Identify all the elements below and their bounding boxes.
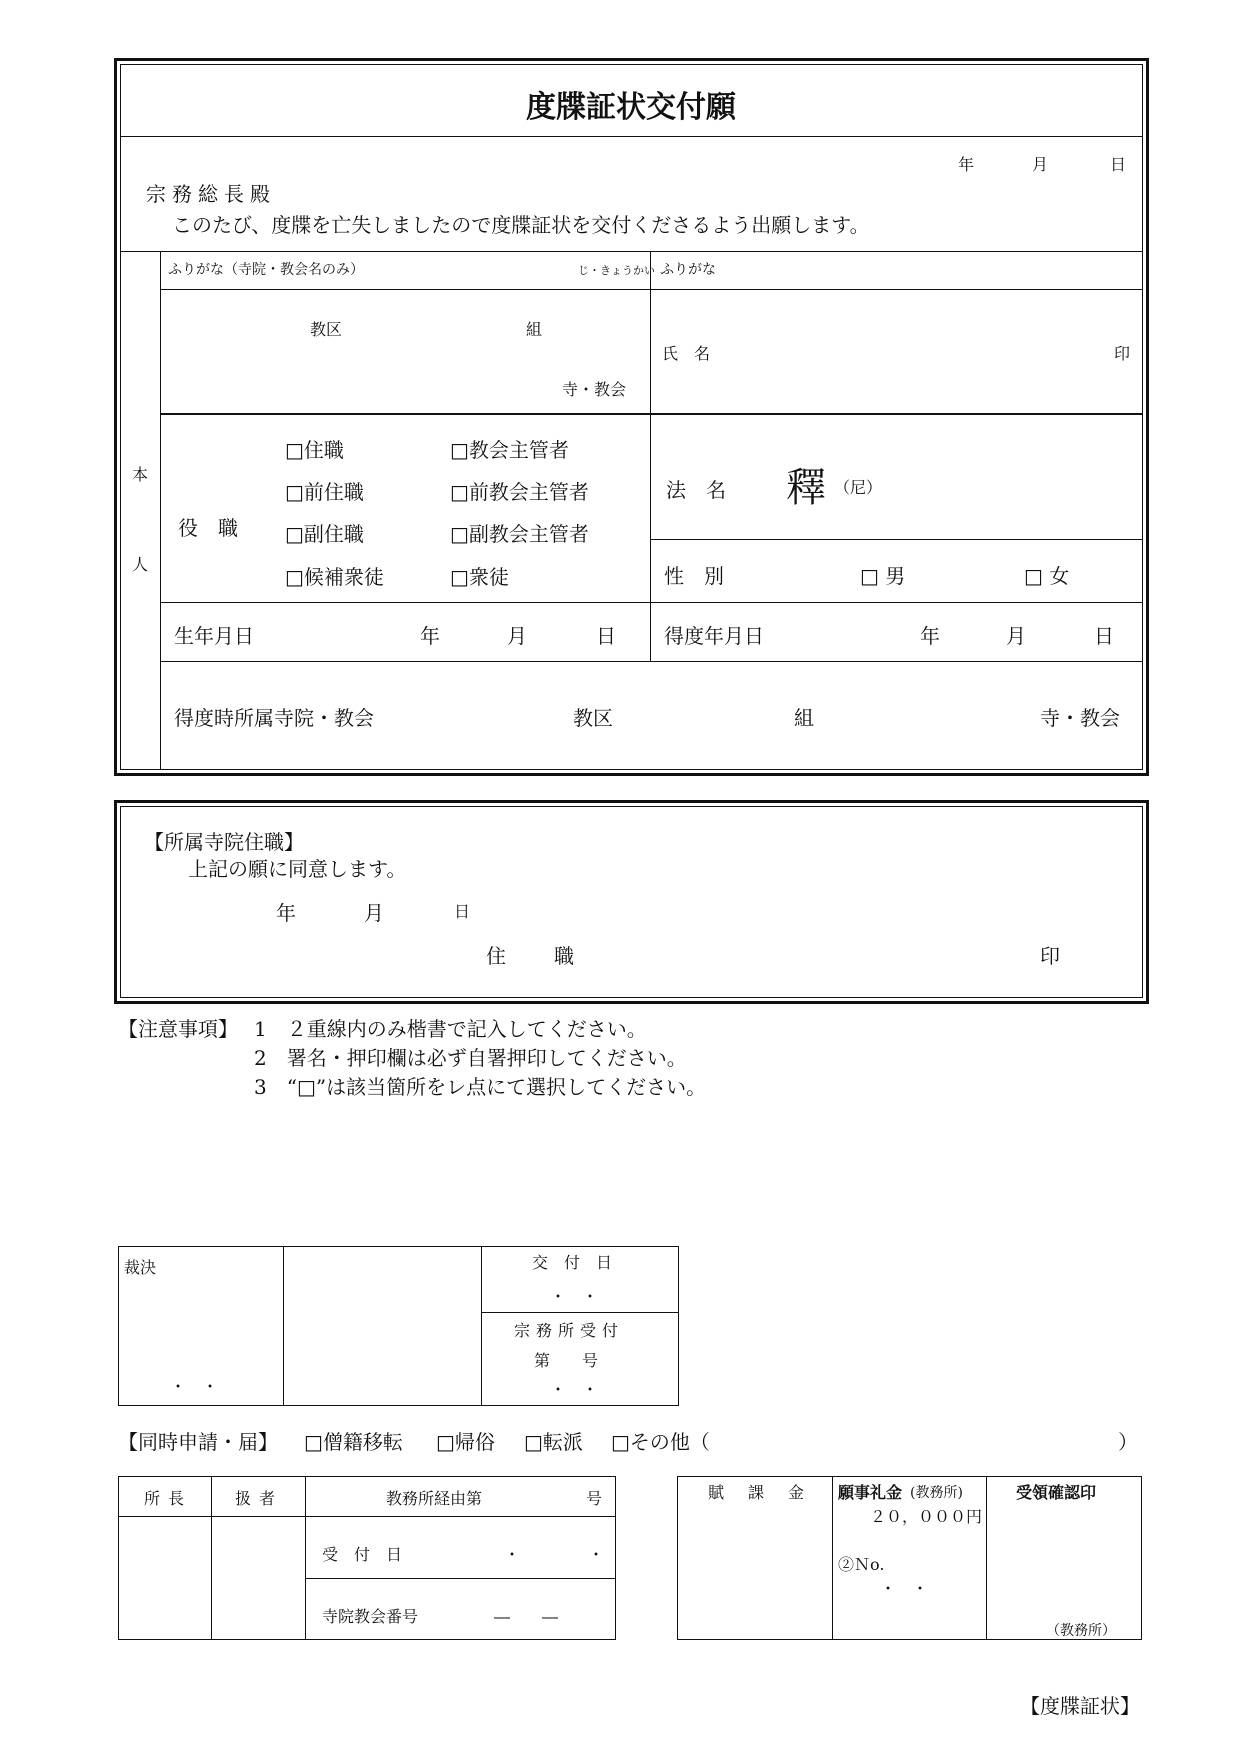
- note-3: 3 “□”は該当箇所をレ点にて選択してください。: [254, 1075, 707, 1099]
- option-other-close: ）: [1118, 1430, 1138, 1454]
- consent-day: 日: [454, 902, 471, 921]
- via-office-go: 号: [586, 1489, 603, 1508]
- form-title: 度牒証状交付願: [526, 90, 736, 125]
- temple-number-dash: ― ―: [494, 1607, 559, 1626]
- ordination-month: 月: [1006, 624, 1026, 648]
- levy-label: 賦 課 金: [708, 1483, 809, 1502]
- receipt-seal-label: 受領確認印: [1016, 1483, 1097, 1502]
- side-label-hon: 本: [132, 465, 149, 484]
- document-type-footer: 【度牒証状】: [1020, 1694, 1140, 1718]
- handler-label: 扱者: [235, 1489, 284, 1508]
- position-fuku-kyokai-shukansha[interactable]: □副教会主管者: [450, 522, 589, 546]
- receipt-date-label: 受 付 日: [322, 1545, 403, 1564]
- dharma-suffix: （尼）: [834, 478, 883, 497]
- option-sect-change[interactable]: □転派: [524, 1430, 583, 1454]
- furigana-name-label: ふりがな: [660, 262, 716, 278]
- chief-priest-seal: 印: [1040, 944, 1060, 968]
- position-zen-kyokai-shukansha[interactable]: □前教会主管者: [450, 480, 589, 504]
- addressee: 宗務総長殿: [146, 182, 276, 206]
- application-form-inner: [120, 64, 1143, 770]
- simultaneous-heading: 【同時申請・届】: [118, 1430, 278, 1454]
- date-month: 月: [1032, 155, 1049, 174]
- notes-heading: 【注意事項】: [118, 1017, 238, 1041]
- position-zen-jushoku[interactable]: □前住職: [285, 480, 364, 504]
- fee-office: (教務所): [910, 1485, 963, 1501]
- birth-year: 年: [420, 624, 440, 648]
- director-label: 所長: [144, 1489, 193, 1508]
- ordination-temple-label: 得度時所属寺院・教会: [174, 706, 374, 730]
- sex-male[interactable]: □ 男: [860, 564, 906, 588]
- fee-number: ②Ｎo.: [838, 1555, 885, 1574]
- fee-number-dots: ・ ・: [880, 1579, 929, 1598]
- decision-date-dots: ・ ・: [170, 1377, 219, 1396]
- consent-heading: 【所属寺院住職】: [144, 830, 304, 854]
- position-shuto[interactable]: □衆徒: [450, 565, 509, 589]
- ordination-temple-church: 寺・教会: [1040, 706, 1120, 730]
- birth-month: 月: [507, 624, 527, 648]
- side-label-nin: 人: [132, 555, 149, 574]
- issue-date-dots: ・ ・: [550, 1287, 599, 1306]
- furigana-temple-suffix: じ・きょうかい: [578, 264, 655, 277]
- ordination-label: 得度年月日: [664, 624, 764, 648]
- name-seal: 印: [1114, 344, 1131, 363]
- office-receipt-number: 第 号: [534, 1351, 599, 1370]
- date-day: 日: [1110, 155, 1127, 174]
- temple-church-label: 寺・教会: [562, 380, 627, 399]
- consent-year: 年: [276, 901, 296, 925]
- birth-day: 日: [596, 624, 616, 648]
- option-other[interactable]: □その他（: [611, 1430, 710, 1454]
- issue-date-label: 交 付 日: [532, 1253, 613, 1272]
- name-label: 氏 名: [662, 344, 711, 363]
- group-label: 組: [526, 320, 543, 339]
- sex-female[interactable]: □ 女: [1024, 564, 1070, 588]
- option-transfer[interactable]: □僧籍移転: [304, 1430, 403, 1454]
- position-kyokai-shukansha[interactable]: □教会主管者: [450, 438, 569, 462]
- furigana-temple-label: ふりがな（寺院・教会名のみ）: [168, 262, 364, 278]
- dharma-prefix: 釋: [786, 465, 826, 511]
- ordination-year: 年: [920, 624, 940, 648]
- office-receipt-dots: ・ ・: [550, 1380, 599, 1399]
- note-1: 1 ２重線内のみ楷書で記入してください。: [254, 1017, 647, 1041]
- note-2: 2 署名・押印欄は必ず自署押印してください。: [254, 1046, 687, 1070]
- chief-priest-label: 住 職: [486, 944, 588, 968]
- position-kouho-shuto[interactable]: □候補衆徒: [285, 565, 384, 589]
- position-fuku-jushoku[interactable]: □副住職: [285, 522, 364, 546]
- dharma-name-label: 法 名: [666, 478, 726, 502]
- diocese-label: 教区: [310, 320, 343, 339]
- temple-number-label: 寺院教会番号: [322, 1607, 419, 1626]
- position-label: 役 職: [178, 516, 238, 540]
- office-receipt-label: 宗務所受付: [514, 1321, 625, 1340]
- option-laicization[interactable]: □帰俗: [436, 1430, 495, 1454]
- birth-label: 生年月日: [174, 624, 254, 648]
- ordination-diocese: 教区: [573, 706, 613, 730]
- statement: このたび、度牒を亡失しましたので度牒証状を交付くださるよう出願します。: [172, 213, 870, 237]
- position-jushoku[interactable]: □住職: [285, 438, 344, 462]
- consent-text: 上記の願に同意します。: [188, 857, 407, 881]
- receipt-seal-office: （教務所）: [1046, 1623, 1116, 1639]
- decision-label: 裁決: [124, 1258, 157, 1277]
- fee-label: 願事礼金: [838, 1483, 903, 1502]
- consent-month: 月: [364, 901, 384, 925]
- ordination-day: 日: [1094, 624, 1114, 648]
- sex-label: 性 別: [664, 564, 724, 588]
- receipt-date-dots: ・ ・: [504, 1545, 631, 1564]
- ordination-group: 組: [794, 706, 814, 730]
- fee-amount: ２０，０００円: [870, 1507, 983, 1526]
- date-year: 年: [958, 155, 975, 174]
- via-office-label: 教務所経由第: [386, 1489, 483, 1508]
